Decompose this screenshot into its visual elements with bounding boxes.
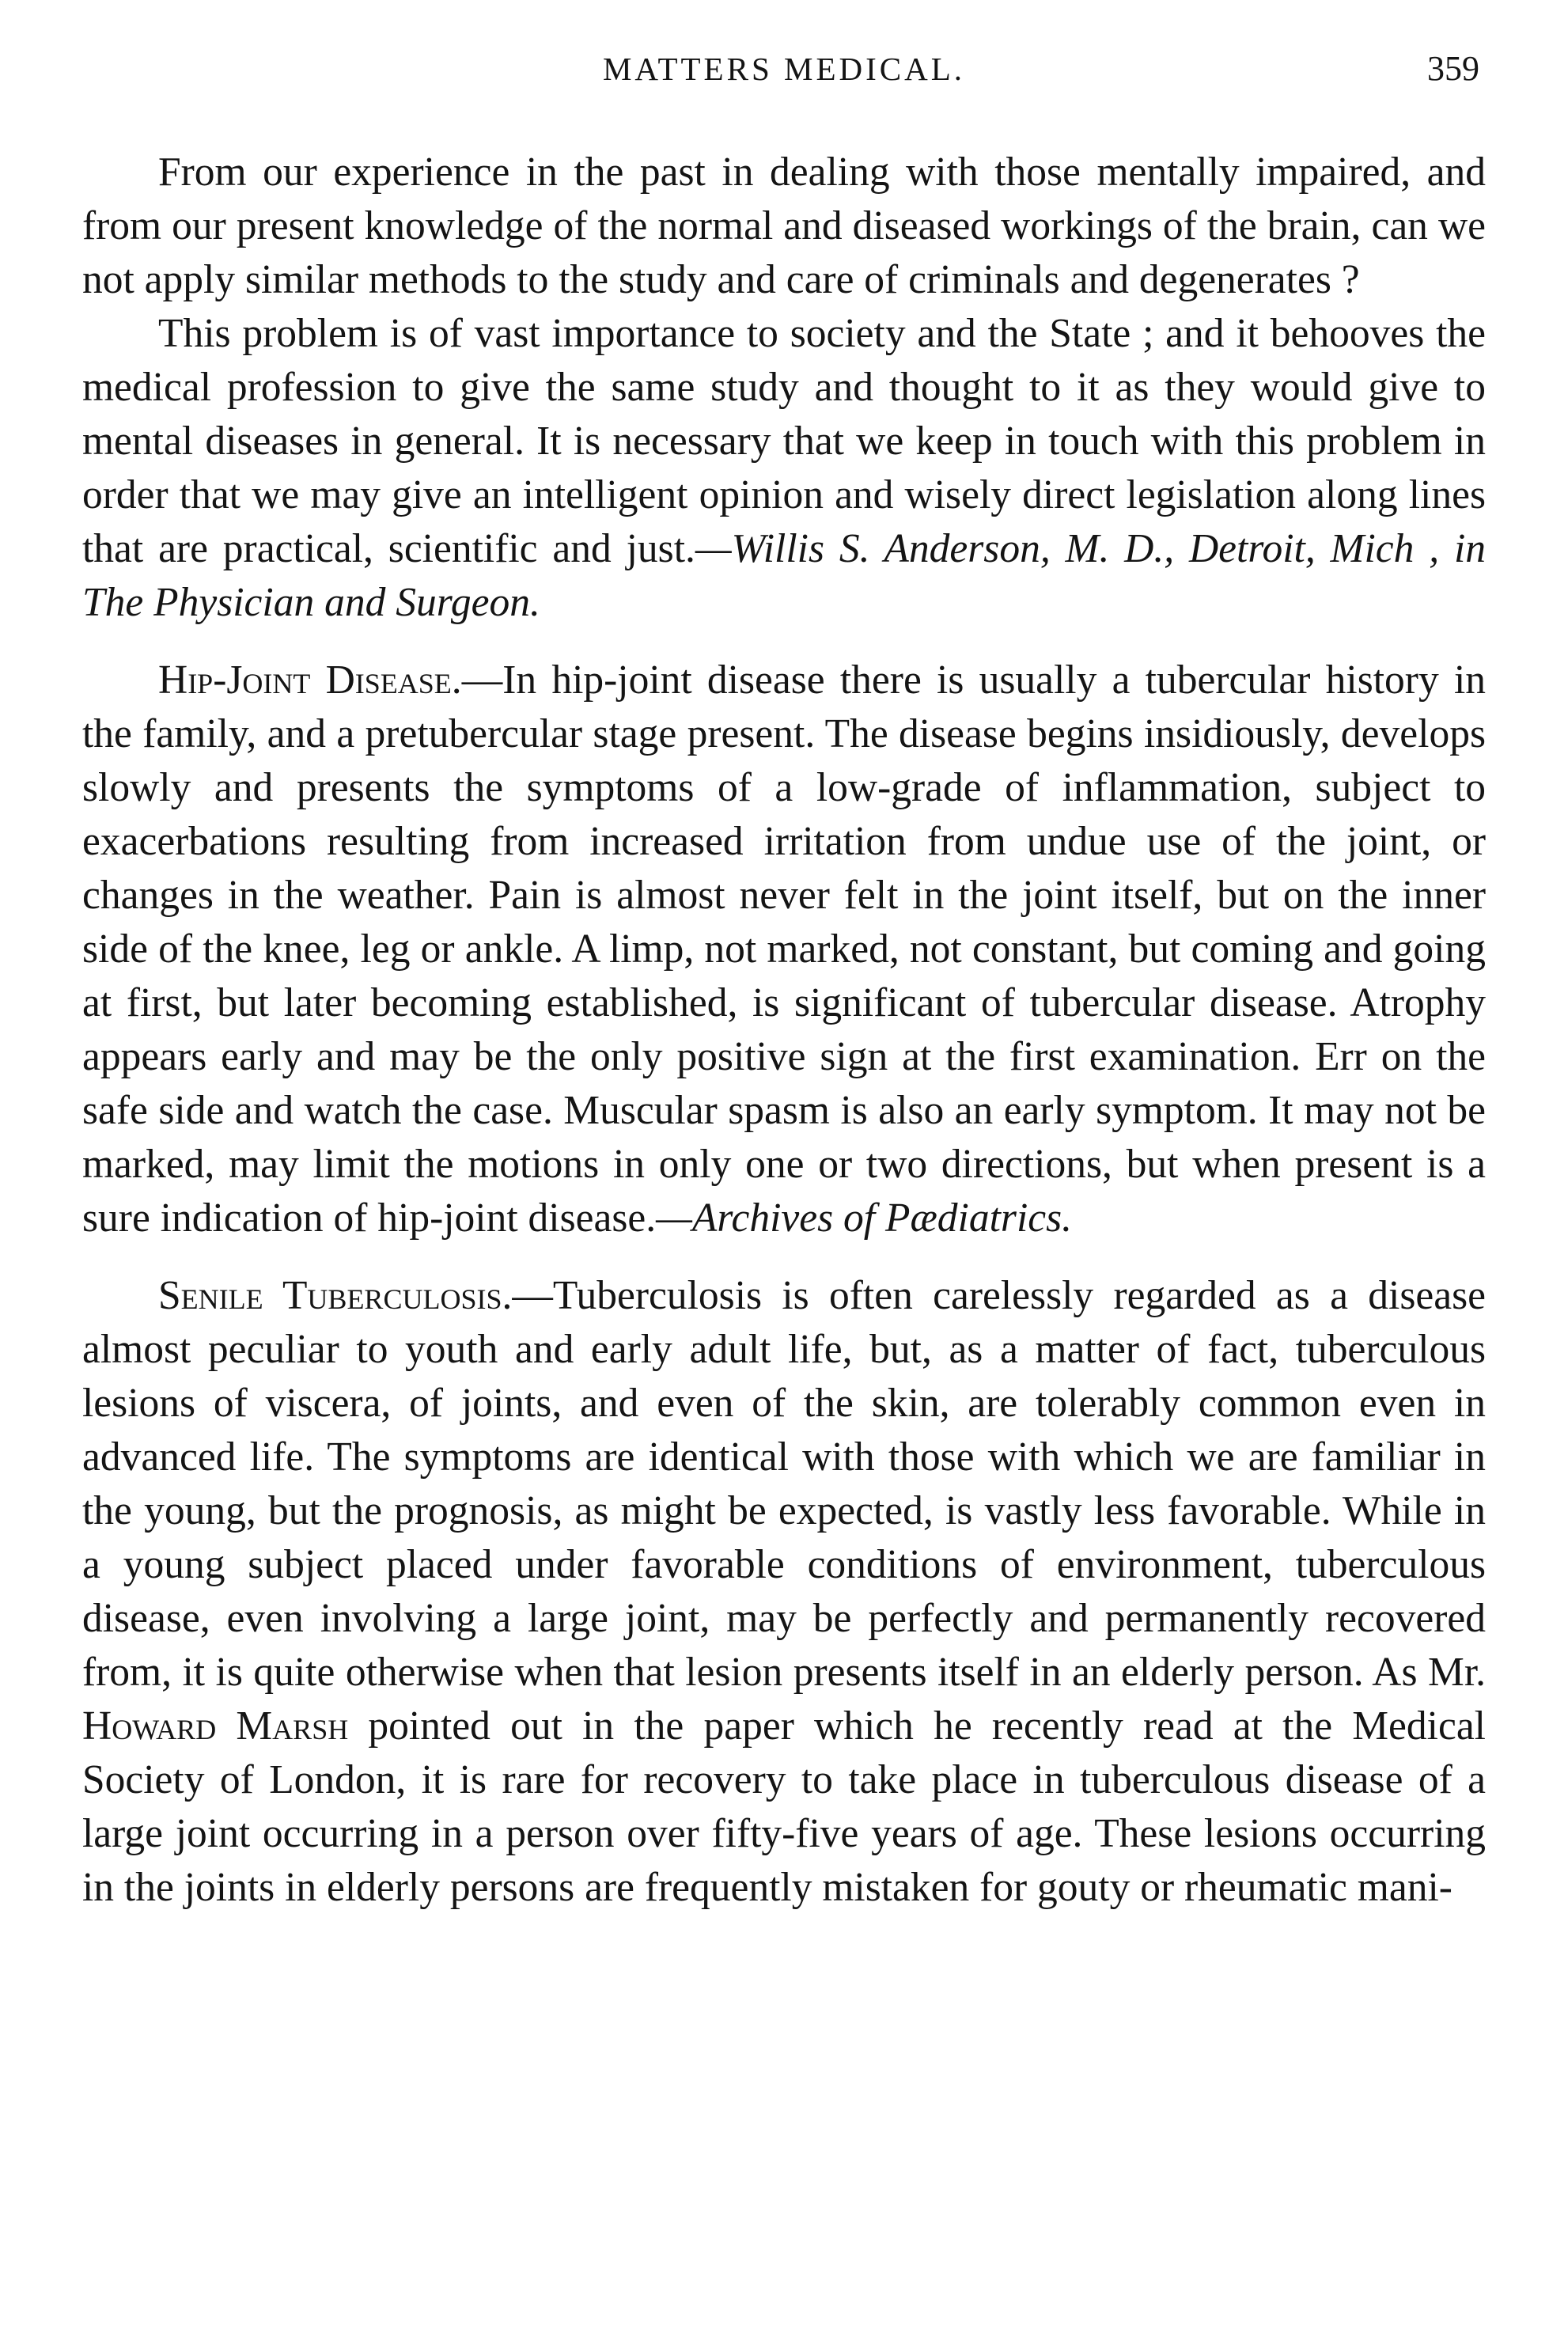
paragraph-vast-importance — [82, 307, 1486, 630]
person-name-howard-marsh: Howard Marsh — [82, 1703, 349, 1749]
article-body: —In hip-joint disease there is usually a tubercular history in the family, and a pretubercular stage present. The disease begins insidiously, develops slowly and presents the symptoms of a low-grade of inflammation, subject to exacerbations resulting from increased irritation from undue use of the joint, or changes in the weather. Pain is almost never felt in the joint itself, but on the inner side of the knee, leg or ankle. A limp, not marked, not constant, but coming and going at first, but later becoming established, is significant of tubercular disease. Atrophy appears early and may be the only positive sign at the first examination. Err on the safe side and watch the case. Muscular spasm is also an early symptom. It may not be marked, may limit the motions in only one or two directions, but when present is a sure indication of hip-joint disease. — [82, 657, 1486, 1241]
article-body-part1: —Tuberculosis is often carelessly regarded as a disease almost peculiar to youth and early adult life, but, as a matter of fact, tuberculous lesions of viscera, of joints, and even of the skin, are tolerably common even in advanced life. The symptoms are identical with those with which we are familiar in the young, but the prognosis, as might be expected, is vastly less favorable. While in a young subject placed under favorable conditions of environment, tuberculous disease, even involving a large joint, may be perfectly and permanently recovered from, it is quite otherwise when that lesion presents itself in an elderly person. As Mr. — [82, 1273, 1487, 1695]
page-number: 359 — [1427, 49, 1479, 88]
heading-senile-tuberculosis: Senile Tuberculosis. — [158, 1273, 513, 1318]
article-senile-tuberculosis — [82, 1269, 1486, 1915]
heading-hip-joint-disease: Hip-Joint Disease. — [158, 657, 462, 703]
article-hip-joint-disease — [82, 654, 1486, 1245]
paragraph-criminals-degenerates: From our experience in the past in dealing with those mentally impaired, and from our present knowledge of the normal and diseased workings of the brain, can we not apply similar methods to the study and care of criminals and degenerates ? — [82, 150, 1486, 302]
citation-archives-paediatrics: —Archives of Pædiatrics. — [656, 1196, 1073, 1241]
article-body-part2: pointed out in the paper which he recently read at the Medical Society of London, it is rare for recovery to take place in tuberculous disease of a large joint occurring in a person over fifty-five years of age. These lesions occurring in the joints in elderly persons are frequently mistaken for gouty or rheumatic mani- — [82, 1703, 1486, 1910]
citation-anderson: —Willis S. Anderson, M. D., Detroit, Mich , in The Physician and Surgeon. — [82, 526, 1486, 625]
running-header — [0, 41, 1568, 97]
paragraph-text: This problem is of vast importance to society and the State ; and it behooves the medical profession to give the same study and thought to it as they would give to mental diseases in general. It is necessary that we keep in touch with this problem in order that we may give an intelligent opinion and wisely direct legislation along lines that are practical, scientific and just. — [82, 311, 1486, 571]
text-block — [82, 146, 1486, 1915]
running-title: MATTERS MEDICAL. — [602, 51, 966, 87]
